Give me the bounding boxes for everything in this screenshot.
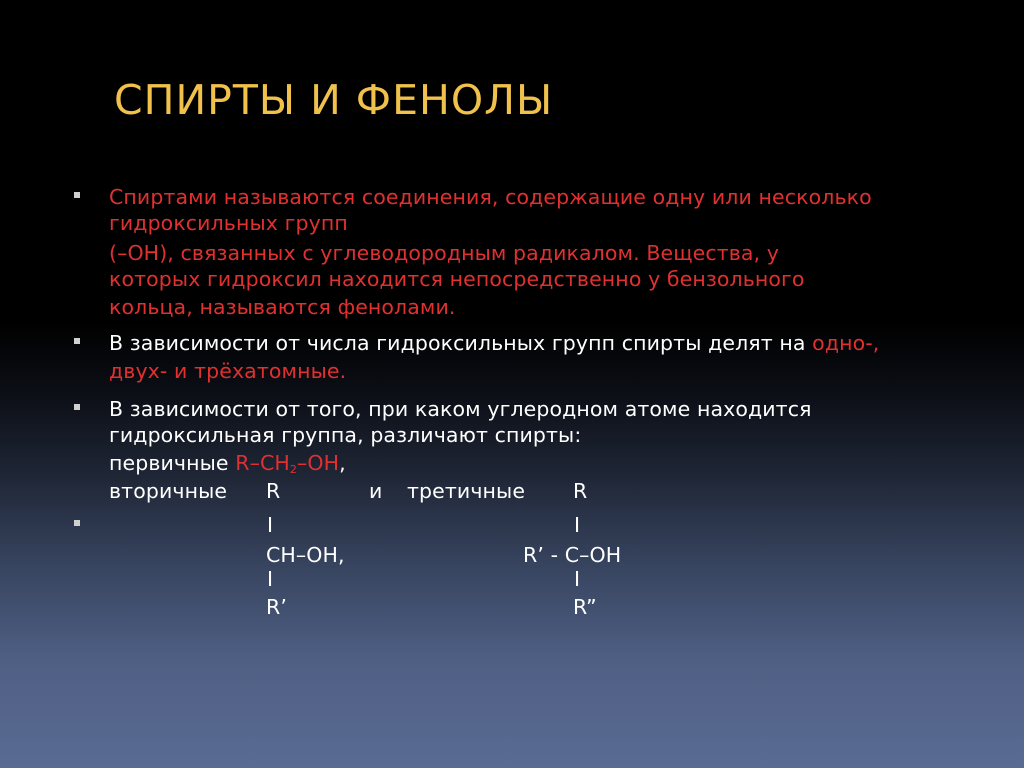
definition-line-4: которых гидроксил находится непосредственно у бензольного: [109, 267, 805, 291]
sec-formula-bond-top: I: [267, 513, 274, 537]
bullet-marker-1: [74, 192, 80, 198]
primary-label: первичные: [109, 451, 236, 475]
secondary-label: вторичные: [109, 479, 228, 503]
definition-line-1: Спиртами называются соединения, содержащие одну или несколько: [109, 185, 872, 209]
ter-formula-r: R: [573, 479, 588, 503]
primary-comma: ,: [339, 451, 346, 475]
bullet-marker-4: [74, 520, 80, 526]
definition-line-2: гидроксильных групп: [109, 211, 348, 235]
primary-formula-r: R–CH: [235, 451, 290, 475]
sec-formula-r: R: [266, 479, 281, 503]
position-line-2: гидроксильная группа, различают спирты:: [109, 423, 582, 447]
primary-formula-oh: –OH: [297, 451, 340, 475]
definition-line-5: кольца, называются фенолами.: [109, 295, 456, 319]
ter-formula-bond-bottom: I: [574, 567, 581, 591]
classification-text: В зависимости от числа гидроксильных групп спирты делят на: [109, 331, 813, 355]
sec-formula-bond-bottom: I: [267, 567, 274, 591]
monoatomic-term: одно-,: [812, 331, 880, 355]
ter-formula-r-double: R”: [573, 595, 597, 619]
classification-line-2: двух- и трёхатомные.: [109, 359, 347, 383]
sec-formula-center: CH–OH,: [266, 543, 345, 567]
ter-formula-center: R’ - C–OH: [523, 543, 622, 567]
definition-line-3: (–ОН), связанных с углеводородным радикалом. Вещества, у: [109, 241, 780, 265]
bullet-marker-2: [74, 338, 80, 344]
tertiary-label: третичные: [407, 479, 526, 503]
page-title: СПИРТЫ И ФЕНОЛЫ: [114, 76, 554, 124]
sec-formula-r-prime: R’: [266, 595, 287, 619]
bullet-marker-3: [74, 404, 80, 410]
ter-formula-bond-top: I: [574, 513, 581, 537]
primary-formula-subscript: 2: [289, 463, 297, 476]
classification-line-1: [109, 330, 879, 356]
and-label: и: [369, 479, 383, 503]
position-line-1: В зависимости от того, при каком углеродном атоме находится: [109, 397, 812, 421]
